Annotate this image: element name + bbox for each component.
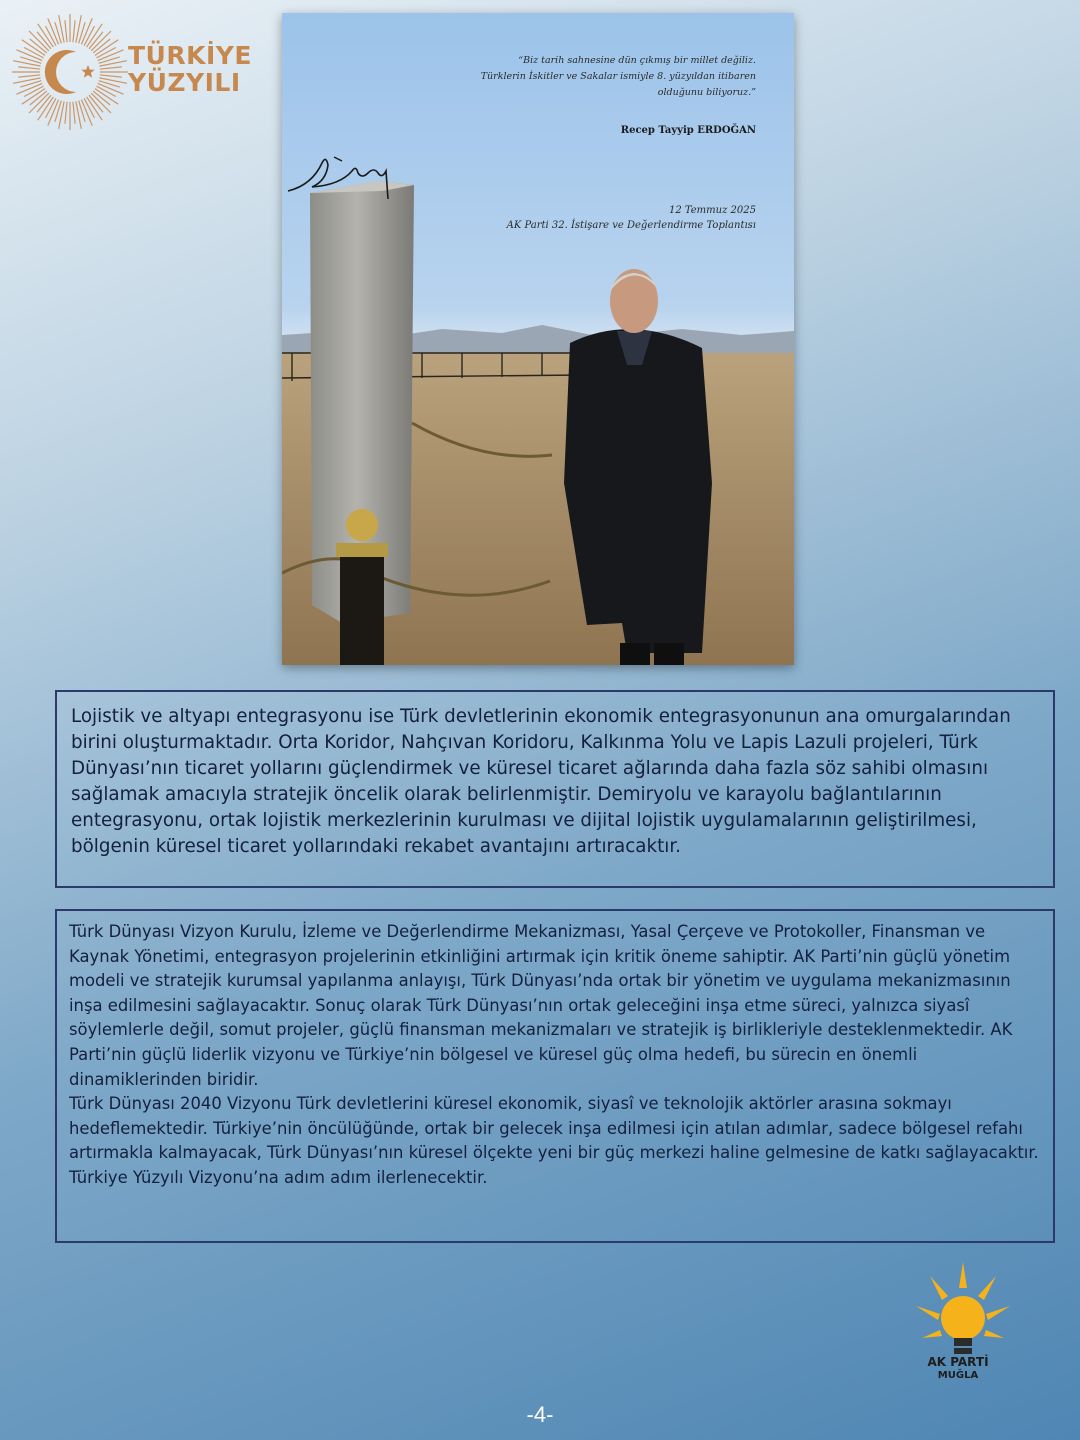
vision-paragraph-2: Türk Dünyası 2040 Vizyonu Türk devletlerini küresel ekonomik, siyasî ve teknolojik aktörler arasına sokmayı hedeflemektedir. Türkiye’nin öncülüğünde, ortak bir gelecek inşa edilmesi için atılan adımlar, sadece bölgesel refahı artırmakla kalmayacak, Türk Dünyası’nın küresel ölçekte yeni bir güç merkezi haline gelmesine de katkı sağlayacaktır. bbox=[69, 1094, 1039, 1163]
vision-paragraph-3: Türkiye Yüzyılı Vizyonu’na adım adım ilerlenecektir. bbox=[69, 1167, 488, 1187]
party-name: AK PARTİ bbox=[927, 1355, 989, 1369]
quote-line: “Biz tarih sahnesine dün çıkmış bir millet değiliz. bbox=[518, 55, 756, 66]
quote-line: Türklerin İskitler ve Sakalar ismiyle 8. yüzyıldan itibaren bbox=[480, 71, 756, 82]
party-city: MUĞLA bbox=[937, 1370, 979, 1381]
ak-parti-wordmark bbox=[918, 1356, 998, 1382]
steppe-photo bbox=[282, 13, 794, 665]
quote-photo-card bbox=[282, 13, 794, 665]
quote-author: Recep Tayyip ERDOĞAN bbox=[620, 125, 756, 136]
sunburst-emblem-icon bbox=[10, 12, 130, 132]
quote-date: 12 Temmuz 2025 bbox=[668, 205, 756, 216]
signature-icon bbox=[282, 143, 402, 203]
vision-text-box bbox=[55, 909, 1055, 1243]
logo-line-1: TÜRKİYE bbox=[128, 41, 252, 70]
quote-event: AK Parti 32. İstişare ve Değerlendirme Toplantısı bbox=[506, 220, 756, 231]
vision-paragraph-1: Türk Dünyası Vizyon Kurulu, İzleme ve Değerlendirme Mekanizması, Yasal Çerçeve ve Protokoller, Finansman ve Kaynak Yönetimi, entegrasyon projelerinin etkinliğini artırmak için kritik öneme sahiptir. AK Parti’nin güçlü yönetim modeli ve stratejik kurumsal yapılanma anlayışı, Türk Dünyası’nda ortak bir yönetim ve uygulama mekanizmasının inşa edilmesini sağlayacaktır. Sonuç olarak Türk Dünyası’nın ortak geleceğini inşa etme süreci, yalnızca siyasî söylemlerle değil, somut projeler, güçlü finansman mekanizmaları ve stratejik iş birlikleriyle desteklenmektedir. AK Parti’nin güçlü liderlik vizyonu ve Türkiye’nin bölgesel ve küresel güç olma hedefi, bu sürecin en önemli dinamiklerinden biridir. bbox=[69, 922, 1013, 1089]
logistics-paragraph: Lojistik ve altyapı entegrasyonu ise Türk devletlerinin ekonomik entegrasyonunun ana omurgalarından birini oluşturmaktadır. Orta Koridor, Nahçıvan Koridoru, Kalkınma Yolu ve Lapis Lazuli projeleri, Türk Dünyası’nın ticaret yollarını güçlendirmek ve küresel ticaret ağlarında daha fazla söz sahibi olmasını sağlamak amacıyla stratejik öncelik olarak belirlenmiştir. Demiryolu ve karayolu bağlantılarının entegrasyonu, ortak lojistik merkezlerinin kurulması ve dijital lojistik uygulamalarının geliştirilmesi, bölgenin küresel ticaret yollarındaki rekabet avantajını artıracaktır. bbox=[71, 706, 1011, 857]
quote-text bbox=[436, 53, 756, 101]
logo-line-2: YÜZYILI bbox=[128, 68, 241, 97]
page-number: -4- bbox=[526, 1402, 554, 1427]
logo-wordmark bbox=[128, 42, 252, 96]
quote-date-event bbox=[436, 203, 756, 233]
quote-line: olduğunu biliyoruz.” bbox=[657, 87, 756, 98]
logistics-text-box bbox=[55, 690, 1055, 888]
